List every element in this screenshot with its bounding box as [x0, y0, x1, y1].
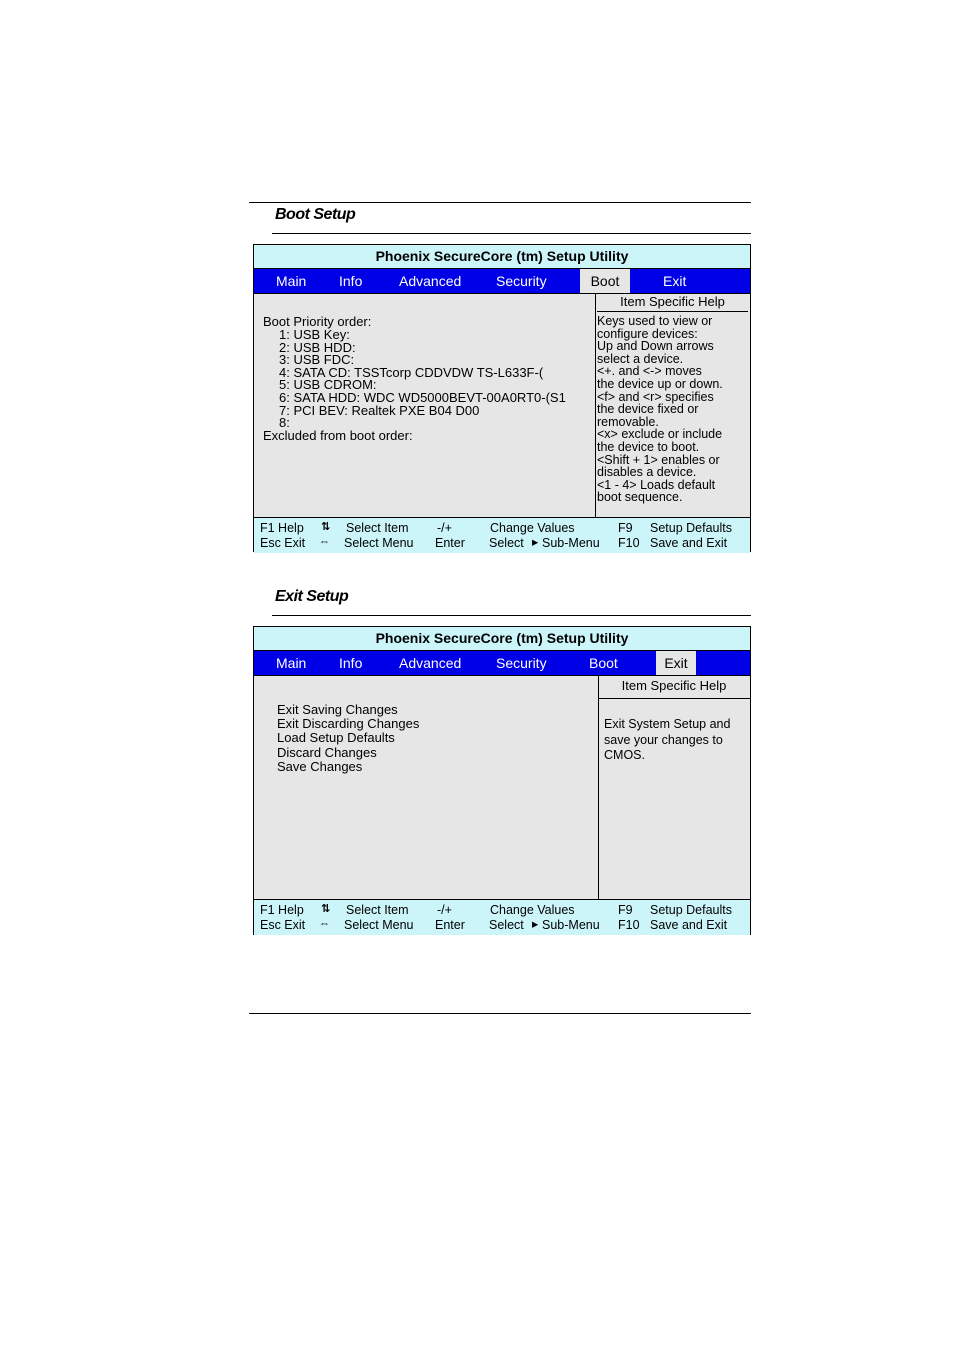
- tab-main[interactable]: Main: [276, 273, 307, 289]
- sub-menu-label: Sub-Menu: [542, 918, 600, 932]
- tab-boot[interactable]: Boot: [589, 655, 618, 671]
- boot-device-7[interactable]: 7: PCI BEV: Realtek PXE B04 D00: [279, 402, 480, 418]
- help-line: select a device.: [597, 351, 684, 366]
- help-line: <1 - 4> Loads default: [597, 477, 716, 492]
- setup-defaults-label: Setup Defaults: [650, 903, 732, 917]
- esc-exit-key: Esc Exit: [260, 536, 306, 550]
- tab-boot[interactable]: Boot: [580, 269, 630, 293]
- utility-title: Phoenix SecureCore (tm) Setup Utility: [254, 245, 750, 269]
- enter-key: Enter: [435, 918, 465, 932]
- menu-bar: [254, 269, 750, 294]
- help-line: boot sequence.: [597, 490, 683, 505]
- select-label: Select: [489, 536, 524, 550]
- help-pane: [598, 676, 750, 899]
- left-right-arrow-icon: ⇔: [319, 918, 330, 930]
- enter-key: Enter: [435, 536, 465, 550]
- f10-key: F10: [618, 536, 640, 550]
- boot-device-5[interactable]: 5: USB CDROM:: [279, 377, 377, 393]
- key-legend-footer: [254, 900, 750, 935]
- utility-title: Phoenix SecureCore (tm) Setup Utility: [254, 627, 750, 651]
- help-line: configure devices:: [597, 326, 698, 341]
- change-values-label: Change Values: [490, 521, 575, 535]
- f9-key: F9: [618, 903, 633, 917]
- tab-security[interactable]: Security: [496, 655, 547, 671]
- help-line: the device to boot.: [597, 439, 700, 454]
- help-line: CMOS.: [604, 748, 645, 762]
- help-header: Item Specific Help: [598, 676, 750, 699]
- top-rule: [249, 202, 751, 203]
- boot-priority-list: [279, 329, 566, 430]
- boot-device-6[interactable]: 6: SATA HDD: WDC WD5000BEVT-00A0RT0-(S1: [279, 389, 566, 405]
- key-legend-footer: [254, 518, 750, 553]
- boot-device-1[interactable]: 1: USB Key:: [279, 327, 350, 342]
- sub-menu-label: Sub-Menu: [542, 536, 600, 550]
- boot-device-2[interactable]: 2: USB HDD:: [279, 339, 356, 355]
- tab-security[interactable]: Security: [496, 273, 547, 289]
- help-pane: [595, 294, 750, 517]
- help-line: <x> exclude or include: [597, 427, 723, 442]
- f9-key: F9: [618, 521, 633, 535]
- help-line: Up and Down arrows: [597, 339, 714, 354]
- help-text: [595, 312, 750, 504]
- exit-title-rule: [272, 615, 751, 616]
- help-header: Item Specific Help: [597, 294, 748, 312]
- boot-device-3[interactable]: 3: USB FDC:: [279, 352, 355, 368]
- help-text: [598, 699, 750, 764]
- save-changes-option[interactable]: Save Changes: [277, 758, 363, 774]
- exit-discarding-changes-option[interactable]: Exit Discarding Changes: [277, 716, 420, 732]
- tab-info[interactable]: Info: [339, 273, 363, 289]
- discard-changes-option[interactable]: Discard Changes: [277, 744, 377, 760]
- help-line: Exit System Setup and: [604, 717, 731, 731]
- boot-device-4[interactable]: 4: SATA CD: TSSTcorp CDDVDW TS-L633F-(: [279, 364, 544, 380]
- help-line: <f> and <r> specifies: [597, 389, 714, 404]
- tab-advanced[interactable]: Advanced: [399, 273, 462, 289]
- triangle-right-icon: ▸: [532, 917, 539, 931]
- select-label: Select: [489, 918, 524, 932]
- select-menu-label: Select Menu: [344, 918, 414, 932]
- boot-title-rule: [272, 233, 751, 234]
- excluded-label: Excluded from boot order:: [263, 428, 413, 443]
- left-right-arrow-icon: ⇔: [319, 536, 330, 548]
- boot-body: [254, 294, 750, 518]
- boot-options-pane: [254, 294, 596, 517]
- save-and-exit-label: Save and Exit: [650, 918, 728, 932]
- triangle-right-icon: ▸: [532, 535, 539, 549]
- exit-saving-changes-option[interactable]: Exit Saving Changes: [277, 702, 398, 717]
- help-line: <+. and <-> moves: [597, 364, 702, 379]
- tab-exit[interactable]: Exit: [656, 651, 696, 675]
- up-down-arrow-icon: ⇅: [321, 521, 331, 533]
- save-and-exit-label: Save and Exit: [650, 536, 728, 550]
- setup-defaults-label: Setup Defaults: [650, 521, 732, 535]
- boot-setup-screen: [253, 244, 751, 552]
- help-line: Keys used to view or: [597, 314, 713, 328]
- help-line: <Shift + 1> enables or: [597, 452, 720, 467]
- up-down-arrow-icon: ⇅: [321, 903, 331, 915]
- esc-exit-key: Esc Exit: [260, 918, 306, 932]
- help-line: disables a device.: [597, 465, 697, 480]
- f1-help-key: F1 Help: [260, 521, 304, 535]
- change-values-label: Change Values: [490, 903, 575, 917]
- select-item-label: Select Item: [346, 903, 409, 917]
- tab-exit[interactable]: Exit: [663, 273, 687, 289]
- exit-setup-screen: [253, 626, 751, 935]
- exit-body: [254, 676, 750, 900]
- exit-options-list: [277, 703, 419, 774]
- tab-info[interactable]: Info: [339, 655, 363, 671]
- menu-bar: [254, 651, 750, 676]
- minus-plus-key: -/+: [437, 521, 452, 535]
- select-item-label: Select Item: [346, 521, 409, 535]
- load-setup-defaults-option[interactable]: Load Setup Defaults: [277, 730, 395, 746]
- help-line: removable.: [597, 414, 659, 429]
- tab-advanced[interactable]: Advanced: [399, 655, 462, 671]
- f1-help-key: F1 Help: [260, 903, 304, 917]
- exit-options-pane: [254, 676, 599, 899]
- select-menu-label: Select Menu: [344, 536, 414, 550]
- help-line: the device up or down.: [597, 376, 723, 391]
- exit-setup-title: Exit Setup: [275, 588, 349, 605]
- help-line: save your changes to: [604, 732, 723, 747]
- bottom-rule: [249, 1013, 751, 1014]
- f10-key: F10: [618, 918, 640, 932]
- boot-device-8[interactable]: 8:: [279, 415, 290, 431]
- help-line: the device fixed or: [597, 402, 699, 417]
- tab-main[interactable]: Main: [276, 655, 307, 671]
- minus-plus-key: -/+: [437, 903, 452, 917]
- boot-setup-title: Boot Setup: [275, 206, 356, 223]
- boot-priority-label: Boot Priority order:: [263, 314, 372, 329]
